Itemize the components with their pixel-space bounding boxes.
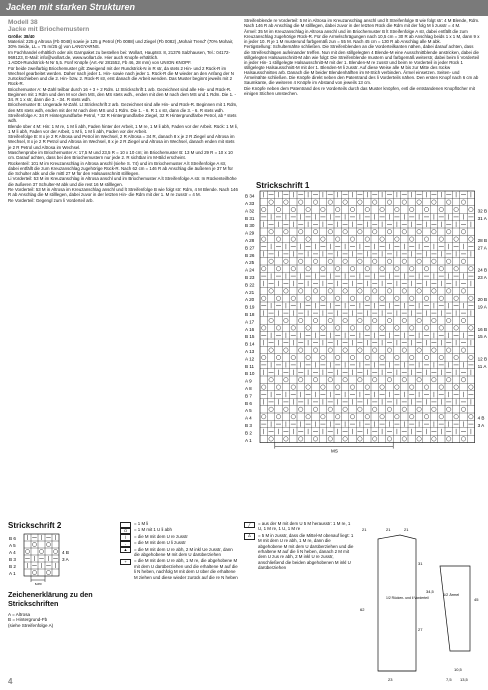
dimension-label: 23 [388, 677, 393, 682]
row-label: B 31 [245, 215, 255, 221]
row-label: B 6 [245, 400, 252, 406]
legend-text: = aus der M mit dem U 5 M herausstr: 1 M re, 1 U, 1 M re, 1 U, 1 M re [258, 521, 351, 532]
dimension-label: 21 [404, 527, 409, 532]
dimension-label: 45 [474, 597, 479, 602]
row-label-right: 32 B [477, 208, 488, 214]
row-label: A 12 [245, 356, 255, 362]
left-text-paragraph: Briochemuster A: M-Zahl teilbar durch 16 + 3 + 2 Rdm. Lt Strickschrift 1 arb. Gezeichnet sind alle Hin- und Rück-R. Beginnen mit 1 Rdm und den M vor dem MS, den MS stets wdh., enden mit den M nach dem MS und 1 Rdm. Die 1. - 34. R 1 x str, dann die 3. - 34. R stets wdh. [8, 86, 236, 102]
legend-text: = die M mit dem U re zusstr [134, 533, 188, 539]
left-text-paragraph: Re Vorderteil: Gegengl zum li Vorderteil arb. [8, 197, 94, 203]
row-label-right: 16 B [477, 326, 488, 332]
row-label: B 14 [245, 341, 255, 347]
row-label-right: 27 A [477, 245, 487, 251]
left-text-paragraph: Rückenteil: 101 M im Kreuzanschlag in Altrosa anschl (siehe S. 74) und im Briochemuster A lt Streifenfolge A str, dabei entfällt die zum Kreuzanschlag zugehörige Rück-R. Nach 62 cm = 146 R ab Anschlag die äußeren je 37 M für die Schulter abk und die mittl 27 M für den Halsausschnitt stilllegen. [8, 160, 233, 176]
left-text-paragraph: Größe: 38/40 [8, 33, 35, 39]
legend-entry [120, 540, 238, 545]
legend-title: Zeichenerklärung zu den Strickschriften [8, 590, 93, 608]
row-label-right: 31 A [477, 215, 487, 221]
legend-entry [244, 521, 354, 532]
knitting-chart-2 [8, 533, 88, 585]
row-label: A 8 [245, 386, 252, 391]
legend-symbol: ∆ [244, 533, 255, 539]
chart2-title: Strickschrift 2 [8, 521, 62, 530]
left-text-paragraph: Streifenfolge B: 8 x je 2 R Altrosa und Petrol im Wechsel, 2 R Altrosa = 34 R, danach 8 x je 2 R Ziegel und Altrosa im Wechsel, 8 x je 2 R Petrol und Altrosa im Wechsel, 8 x je 2 R Ziegel und Altrosa im Wechsel, danach enden mit stets je 2 R Petrol und Altrosa im Wechsel. [8, 134, 235, 150]
row-label: B 2 [245, 430, 252, 436]
left-text-paragraph: Re Vorderteil: 53 M in Altrosa im Kreuzanschlag anschl und lt Streifenfolge B wie folgt str: Rdm, 4 M Blende. Nach 146 R ab Anschlag die M stilllegen, dabei zuvor in der letzten Hin- die Rdm mit der 1. M re zusstr = 4 M. [8, 186, 238, 198]
legend-symbol: | [120, 534, 131, 540]
legend-entry [120, 521, 238, 526]
dimension-label: 21 [362, 527, 367, 532]
left-text-paragraph: Maschenprobe im Briochemuster A: 17,5 M und 23,5 R = 10 x 10 cm; im Briochemuster B: 13 M und 29 R = 10 x 10 cm. Darauf achten, dass bei den Briochemustern nur jede 2. R sichtbar im M-Bild erscheint. [8, 150, 233, 161]
legend-symbol: ╱ [244, 522, 255, 528]
dimension-label: 34,5 [426, 589, 434, 594]
legend-color-description [8, 612, 118, 628]
row-label: B 30 [245, 223, 255, 229]
dimension-label: 31 [418, 561, 423, 566]
row-label-right: 24 B [477, 267, 488, 273]
sleeve-label: 1/2 Ärmel [443, 593, 460, 597]
row-label: B 23 [245, 275, 255, 280]
header-banner [0, 0, 488, 16]
row-label-right: 19 A [477, 304, 487, 310]
legend-text: = 5 M in zusstr, dass die Mittel-M obenauf liegt: 1 M mit dem U re abh, 1 M re, dann die abgehobene M mit dem U darüberziehen und die erhaltene M auf die li N heben, danach 2 M mit dem U zus re abh, 2 M inkl U re zusstr, anschließend die beiden abgehobenen M inkl U darüberziehen [258, 532, 354, 571]
instructions-left-column [8, 19, 238, 203]
row-label-right: 15 A [477, 334, 487, 340]
left-text-paragraph: 1 ADDI-Rundstrick-N Nr 5,5. Fünf Knöpfe (Art.-Nr 281552, Fb 46, 28 mm) von UNION KNOPF. [8, 60, 192, 66]
row-label: A 25 [245, 260, 255, 266]
legend-text: = die M mit dem U li zusstr [134, 540, 186, 546]
row-label: B 3 [245, 423, 252, 428]
row-label: B 34 [245, 193, 255, 199]
legend-symbols-middle [120, 521, 238, 581]
row-label: B 22 [245, 282, 255, 288]
legend-entry [120, 558, 238, 580]
row-label-right: 23 A [477, 275, 487, 280]
row-label-right: 20 B [477, 297, 488, 303]
row-label: B 3 [9, 557, 16, 563]
garment-schematic [358, 521, 483, 686]
dimension-label: 7,5 [446, 677, 452, 682]
row-label: B 11 [245, 363, 255, 369]
row-label: A 16 [245, 326, 255, 332]
row-label: B 2 [9, 564, 16, 570]
left-text-paragraph: Briochemuster B: Ungerade M-Zahl. Lt Strickschrift 2 arb. Gezeichnet sind alle Hin- und Rück-R. Beginnen mit 1 Rdm, den MS stets wdh, enden mit der M nach dem MS und 1 Rdm. Die 1. - 6. R 1 x str, dann die 3. - 6. R stets wdh. [8, 102, 238, 113]
row-label: B 7 [245, 393, 252, 399]
row-label: A 21 [245, 289, 255, 295]
row-label: B 15 [245, 334, 255, 340]
legend-color-line: A = Altrosa [8, 612, 31, 617]
legend-entry [120, 534, 238, 539]
instructions-right-column [244, 18, 480, 97]
dimension-label: 21 [386, 527, 391, 532]
legend-text: = 1 M li [134, 521, 149, 526]
legend-symbol: - [120, 541, 131, 547]
legend-symbol: + [120, 559, 131, 565]
banner-title: Jacken mit starken Strukturen [6, 2, 136, 12]
legend-symbol: ▲ [120, 547, 131, 553]
row-label: A 28 [245, 238, 255, 243]
sleeve-outline [440, 566, 470, 651]
left-text-paragraph: Jacke mit Briochemustern [8, 26, 90, 34]
legend-entry [244, 533, 354, 571]
ms-label: MS [35, 582, 42, 585]
left-text-paragraph: Für beide zweifarbig Briochemuster gilt: Zweigend mit der Rundstrick-N in R str, da stets 2 Hin- und 2 Rück-R im Wechsel gearbeitet werden. Daher nach jeder 1. Hin- sowie nach jeder 1. Rück-R die M wieder an den Anfang der N zurückschieben und die 2. Hin- bzw. 2. Rück-R str, erst danach die Arbeit wenden. Das Muster beginnt jeweils mit 2 Rück-R. [8, 65, 234, 87]
legend-text: = die M mit dem U re abh, 2 M inkl Ue zusstr, dann die abgehobene M mit dem U darüberziehen [134, 546, 233, 558]
row-label: A 4 [9, 550, 16, 556]
chart1-title: Strickschrift 1 [256, 181, 310, 190]
legend-symbols-right [244, 521, 354, 572]
row-label: B 26 [245, 252, 255, 258]
row-label: A 17 [245, 319, 255, 325]
dimension-label: 10,5 [454, 667, 462, 672]
left-text-paragraph: Modell 38 [8, 19, 38, 26]
left-text-paragraph: Im Fachhandel erhältlich oder als Garnpaket zu bestellen bei: Wollart, Hauptstr. 8, 21376 Salzhausen, Tel.: 04172-969123, E-Mail: info@wollart.de, www.wollart.de. Hier auch Knopfe erhältlich. [8, 49, 230, 60]
row-label: A 5 [245, 408, 252, 414]
dimension-label: 62 [360, 607, 365, 612]
row-label: A 32 [245, 208, 255, 214]
row-label: B 10 [245, 371, 255, 377]
back-front-piece-outline [378, 535, 416, 671]
left-text-paragraph: Blende über 4 M: Hin: 1 M re, 1 M li abh, Faden hinter der Arbeit, 1 M re, 1 M li abh, Faden vor der Arbeit. Rück: 1 M li, 1 M li abh, Faden vor der Arbeit, 1 M li, 1 M li abh, Faden vor der Arbeit. [8, 123, 238, 134]
right-text-paragraph: Fertigstellung: Schulternähte schließen. Die Streifenblenden an die Vorderteilkanten nähen, dabei darauf achten, dass die Streifeschlägen aufeinander treffen. Nun mit den stillgelegten 4 Blende-M eine Ausschnittblende anstricken, dabei die stillgelegten Halsausschnitt-M abn wie folgt: Die Streifenblende mustern und farbgemäß weiterstr, dabei beim li Vorderteil in jeder Hin- 1 stillgelegte Halsausschnitt-M mit der 1. Blenden-M re zusstr und beim re Vorderteil in jeder Rück 1 stillgelegte Halsausschnitt-M mit der 1. Blenden-M li zusstr. Auf diese Weise alle M bis zur Mitte des rückw Halsausschnittes arb. Danach die M beider Blendenhälften im M-Stich verbinden. Ärmel einsetzen. Seiten- und Ärmelnähte schließen. Die Knöpfe direkt neben den Patentrand des li Vorderteils nähen. Den ersten Knopf nach 6 cm ab Saumkante, die weiteren 4 Knöpfe im Abstand von jeweils 13 cm. [244, 44, 480, 86]
legend-entry [120, 527, 238, 532]
legend-text: = 1 M mit 1 U li abh [134, 527, 172, 533]
right-text-paragraph: Ärmel: 35 M im Kreuzanschlag in Altrosa anschl und im Briochemuster B lt Streifenfolge A str, dabei entfällt die zum Kreuzanschlag zugehörige Rück-R. Für die Armelschrägungen nach 10,5 cm = 30 R ab Anschlag beids 1 x 1 M, dann 9 x in jeder 10. R je 1 M musterund farbgemäß zun = 55 M. Nach 45 cm = 130 R ab Anschlag alle M abk. [244, 28, 480, 44]
legend-entry [120, 547, 238, 558]
right-text-paragraph: Die Knöpfe neben dem Patentrand des re Vorderteils durch das Muster knöpfen, evtl die entstandenen Knopflöcher mit einigen Stichen umstechen. [244, 85, 475, 97]
row-label: B 18 [245, 312, 255, 317]
right-text-paragraph: Streifenblende re Vorderteil: 5 M in Altrosa im Kreuzanschlag anschl und lt Streifenfolge B wie folgt str: 4 M Blende, Rdm. Nach 146 R ab Anschlag die M stilllegen, dabei zuvor in der letzten Rück die Rdm mit der folg M li zusstr = 4 M. [244, 18, 480, 29]
legend-text: = die M mit dem U re abh, 1 M re, die abgehobene M mit dem U darüberziehen und die erhaltene M auf die li N heben, nachfolg M mit dem U über die erhaltene M ziehen und diese wieder zurück auf die re N heben [134, 558, 238, 580]
row-label-right: 12 B [477, 356, 488, 362]
page-number: 4 [8, 677, 13, 686]
row-label: A 9 [245, 378, 252, 384]
row-label: A 1 [9, 571, 16, 577]
row-label: A 29 [245, 230, 255, 236]
legend-color-line: B = Hintergrund-Fb [8, 617, 48, 623]
knitting-chart-1 [244, 190, 488, 515]
dimension-label: 13,5 [460, 677, 468, 682]
legend-color-line: (siehe Streifenfolge A) [8, 622, 54, 628]
row-label-right: 4 B [62, 550, 69, 556]
left-text-paragraph: Streifenfolge A: 34 R Hintergrundfarbe Petrol, * 32 R Hintergrundfarbe Ziegel, 32 R Hintergrundfarbe Petrol, ab * stets wdh. [8, 113, 237, 124]
legend-symbol: O [120, 528, 131, 534]
row-label: A 33 [245, 201, 255, 206]
row-label-right: 3 A [62, 557, 69, 563]
ms-label: MS [331, 448, 338, 454]
row-label: A 13 [245, 349, 255, 354]
row-label-right: 3 A [477, 423, 485, 428]
row-label: A 24 [245, 267, 255, 273]
back-piece-label: 1/2 Rücken- und li Vorderteil [386, 596, 429, 600]
row-label-right: 28 B [477, 238, 488, 243]
row-label: A 4 [245, 415, 252, 421]
row-label: A 1 [245, 437, 252, 443]
left-text-paragraph: Li Vorderteil: 53 M im Kreuzanschlag in Altrosa anschl und im Briochemuster A lt Streifenfolge A str. In Rückenteilhöhe die äußeren 37 Schulter-M abk und die rest 16 M stilllegen. [8, 176, 237, 187]
dimension-label: 27 [418, 627, 423, 632]
row-label: B 6 [9, 536, 16, 542]
row-label: A 5 [9, 543, 16, 549]
row-label: A 20 [245, 297, 255, 303]
row-label: B 19 [245, 304, 255, 310]
left-text-paragraph: Material: 225 g Altrosa (Fb 0048) sowie je 125 g Petrol (Fb 0088) und Ziegel (Fb 0082) „Mohair Trend“ (70% Mohair, 30% Seide, LL = 75 m/25 g) von LANGYARNS. [8, 39, 234, 50]
row-label-right: 4 B [477, 415, 485, 421]
row-label: B 27 [245, 245, 255, 251]
row-label-right: 11 A [477, 363, 487, 369]
